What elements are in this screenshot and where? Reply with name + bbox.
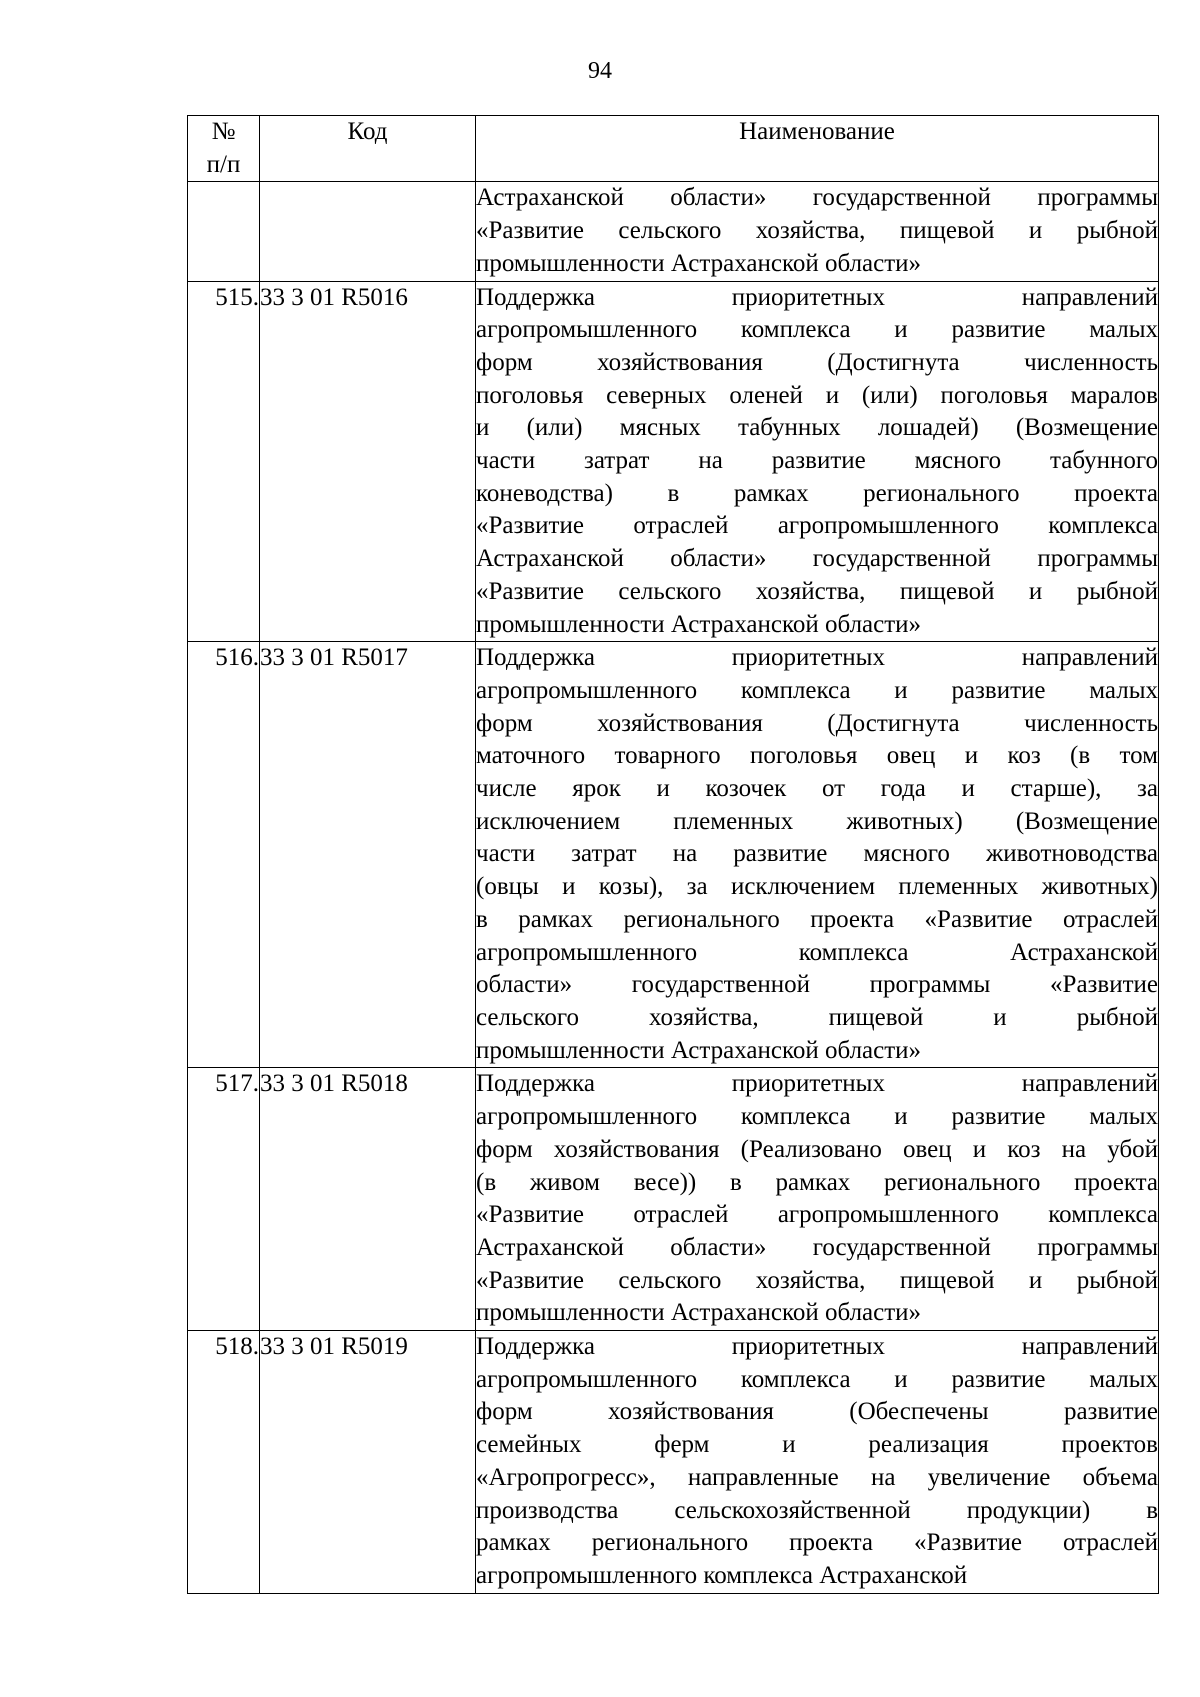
- row-code: 33 3 01 R5017: [260, 642, 476, 1068]
- name-text-line: «Развитие отраслей агропромышленного комплекса: [476, 512, 1158, 540]
- name-text-line: промышленности Астраханской области»: [476, 610, 922, 638]
- table-row: [188, 182, 1159, 281]
- name-text-line: «Развитие сельского хозяйства, пищевой и рыбной: [476, 577, 1158, 605]
- name-text-line: сельского хозяйства, пищевой и рыбной: [476, 1003, 1158, 1031]
- name-text-line: рамках регионального проекта «Развитие отраслей: [476, 1529, 1158, 1557]
- budget-classification-table: [187, 115, 1159, 1594]
- row-name: [476, 642, 1159, 1068]
- row-code: 33 3 01 R5016: [260, 281, 476, 642]
- name-text-line: в рамках регионального проекта «Развитие отраслей: [476, 905, 1158, 933]
- name-text-line: форм хозяйствования (Реализовано овец и коз на убой: [476, 1135, 1158, 1163]
- name-text-line: маточного товарного поголовья овец и коз (в том: [476, 742, 1158, 770]
- name-text-line: агропромышленного комплекса и развитие малых: [476, 1103, 1158, 1131]
- name-text-line: промышленности Астраханской области»: [476, 249, 922, 277]
- name-text-line: форм хозяйствования (Достигнута численность: [476, 709, 1158, 737]
- name-text-line: числе ярок и козочек от года и старше), за: [476, 775, 1158, 803]
- name-text-line: части затрат на развитие мясного животноводства: [476, 840, 1158, 868]
- row-number: 515.: [188, 281, 260, 642]
- name-text-line: агропромышленного комплекса Астраханской: [476, 938, 1158, 966]
- name-text-line: форм хозяйствования (Обеспечены развитие: [476, 1398, 1158, 1426]
- header-num-symbol: №: [211, 118, 236, 145]
- name-text-line: и (или) мясных табунных лошадей) (Возмещение: [476, 414, 1158, 442]
- header-num-abbrev: п/п: [206, 150, 241, 178]
- name-text-line: Астраханской области» государственной программы: [476, 184, 1158, 212]
- row-number: 516.: [188, 642, 260, 1068]
- row-code: [260, 182, 476, 281]
- row-name: [476, 182, 1159, 281]
- row-number: 518.: [188, 1331, 260, 1594]
- name-text-line: семейных ферм и реализация проектов: [476, 1431, 1158, 1459]
- row-number: [188, 182, 260, 281]
- table-row: [188, 642, 1159, 1068]
- name-text-line: Астраханской области» государственной программы: [476, 545, 1158, 573]
- name-text-line: «Развитие отраслей агропромышленного комплекса: [476, 1201, 1158, 1229]
- page-number: 94: [588, 58, 612, 84]
- name-text-line: «Развитие сельского хозяйства, пищевой и рыбной: [476, 1266, 1158, 1294]
- name-text-line: Поддержка приоритетных направлений: [476, 1333, 1158, 1361]
- name-text-line: «Агропрогресс», направленные на увеличение объема: [476, 1463, 1158, 1491]
- name-text-line: производства сельскохозяйственной продукции) в: [476, 1496, 1158, 1524]
- name-text-line: промышленности Астраханской области»: [476, 1036, 922, 1064]
- name-text-line: агропромышленного комплекса и развитие малых: [476, 316, 1158, 344]
- header-code: Код: [260, 116, 476, 182]
- name-text-line: коневодства) в рамках регионального проекта: [476, 479, 1158, 507]
- name-text-line: (в живом весе)) в рамках регионального проекта: [476, 1168, 1158, 1196]
- name-text-line: агропромышленного комплекса и развитие малых: [476, 676, 1158, 704]
- row-name: [476, 1331, 1159, 1594]
- name-text-line: Астраханской области» государственной программы: [476, 1233, 1158, 1261]
- row-number: 517.: [188, 1068, 260, 1331]
- name-text-line: промышленности Астраханской области»: [476, 1299, 922, 1327]
- header-name: Наименование: [476, 116, 1159, 182]
- table-row: [188, 1068, 1159, 1331]
- name-text-line: (овцы и козы), за исключением племенных животных): [476, 873, 1158, 901]
- name-text-line: части затрат на развитие мясного табунного: [476, 447, 1158, 475]
- name-text-line: Поддержка приоритетных направлений: [476, 644, 1158, 672]
- name-text-line: области» государственной программы «Развитие: [476, 971, 1158, 999]
- name-text-line: Поддержка приоритетных направлений: [476, 1070, 1158, 1098]
- name-text-line: агропромышленного комплекса Астраханской: [476, 1561, 968, 1589]
- header-num: [188, 116, 260, 182]
- name-text-line: форм хозяйствования (Достигнута численность: [476, 348, 1158, 376]
- row-code: 33 3 01 R5018: [260, 1068, 476, 1331]
- table-row: [188, 281, 1159, 642]
- name-text-line: агропромышленного комплекса и развитие малых: [476, 1365, 1158, 1393]
- name-text-line: поголовья северных оленей и (или) поголовья маралов: [476, 381, 1158, 409]
- table-header-row: [188, 116, 1159, 182]
- row-name: [476, 1068, 1159, 1331]
- table-row: [188, 1331, 1159, 1594]
- name-text-line: «Развитие сельского хозяйства, пищевой и рыбной: [476, 217, 1158, 245]
- row-name: [476, 281, 1159, 642]
- name-text-line: Поддержка приоритетных направлений: [476, 283, 1158, 311]
- table-body: [188, 182, 1159, 1593]
- row-code: 33 3 01 R5019: [260, 1331, 476, 1594]
- name-text-line: исключением племенных животных) (Возмещение: [476, 807, 1158, 835]
